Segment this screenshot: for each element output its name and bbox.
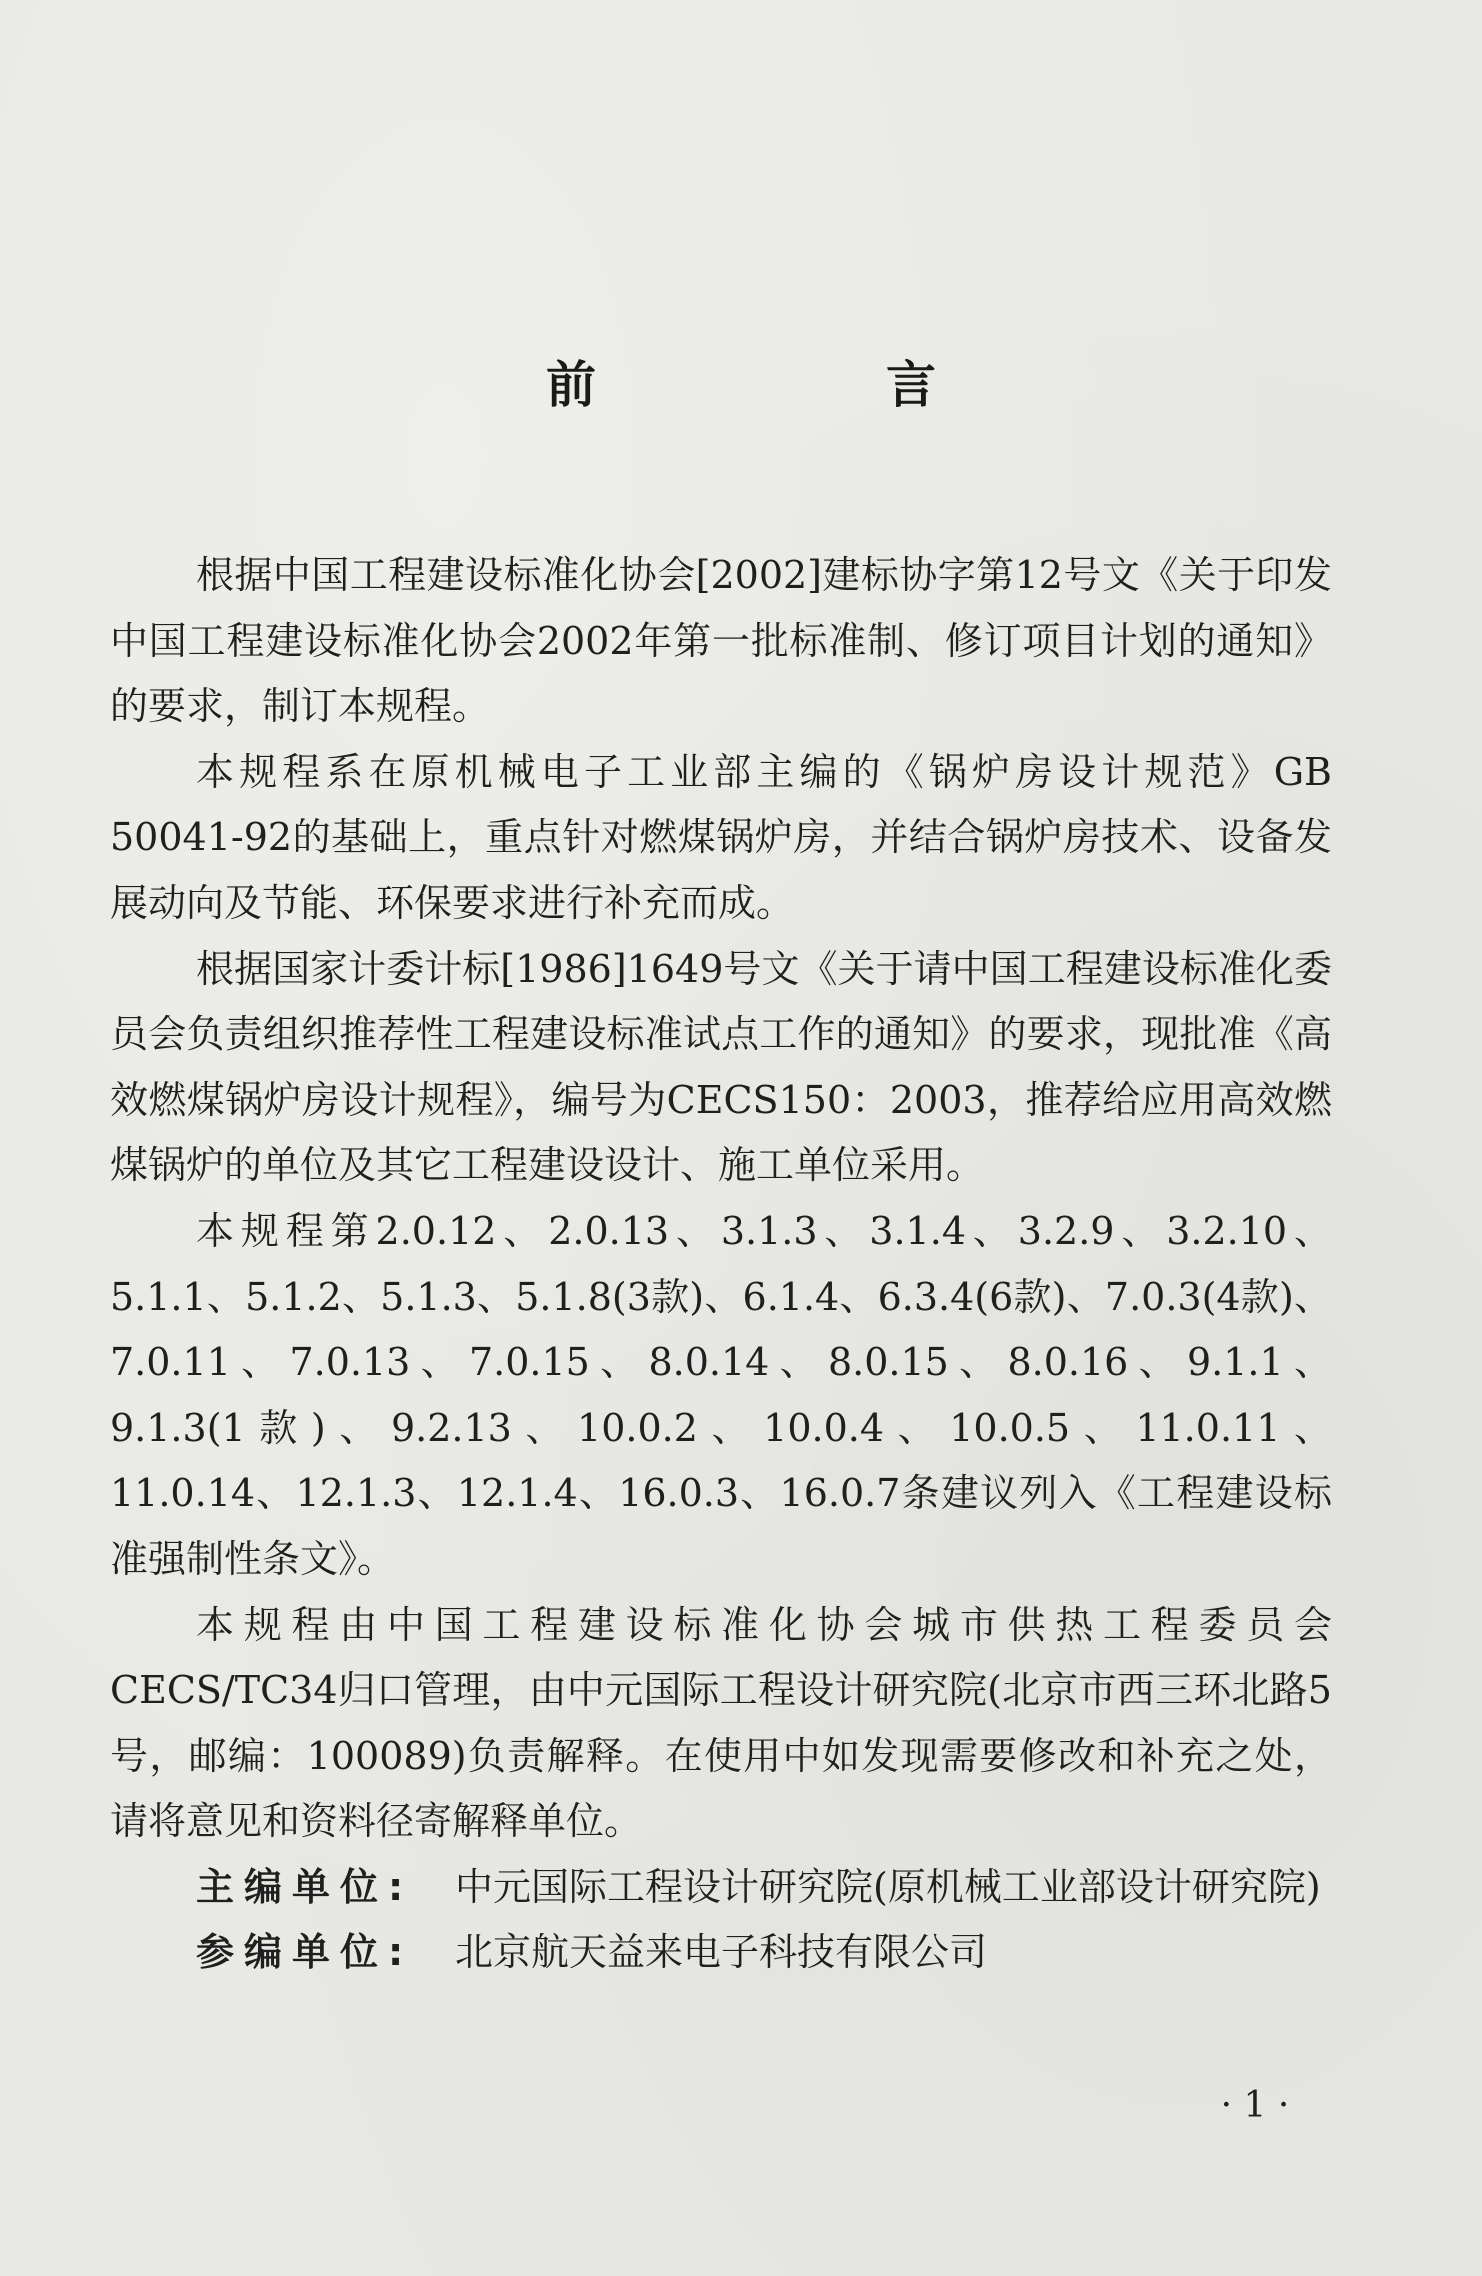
paragraph-basis: 根据中国工程建设标准化协会[2002]建标协字第12号文《关于印发中国工程建设标准化协会2002年第一批标准制、修订项目计划的通知》的要求，制订本规程。	[110, 553, 1332, 729]
page-title: 前 言	[546, 356, 1056, 414]
paragraph-mandatory-clauses: 本规程第2.0.12、2.0.13、3.1.3、3.1.4、3.2.9、3.2.10、5.1.1、5.1.2、5.1.3、5.1.8(3款)、6.1.4、6.3.4(6款)、7.0.3(4款)、7.0.11、7.0.13、7.0.15、8.0.14、8.0.15、8.0.16、9.1.1、9.1.3(1款)、9.2.13、10.0.2、10.0.4、10.0.5、11.0.11、11.0.14、12.1.3、12.1.4、16.0.3、16.0.7条建议列入《工程建设标准强制性条文》。	[110, 1208, 1332, 1581]
paragraph-approval: 根据国家计委计标[1986]1649号文《关于请中国工程建设标准化委员会负责组织推荐性工程建设标准试点工作的通知》的要求，现批准《高效燃煤锅炉房设计规程》，编号为CECS150：2003，推荐给应用高效燃煤锅炉的单位及其它工程建设设计、施工单位采用。	[110, 946, 1332, 1188]
paragraph-origin: 本规程系在原机械电子工业部主编的《锅炉房设计规范》GB 50041-92的基础上，重点针对燃煤锅炉房，并结合锅炉房技术、设备发展动向及节能、环保要求进行补充而成。	[110, 749, 1332, 925]
paragraph-management: 本规程由中国工程建设标准化协会城市供热工程委员会CECS/TC34归口管理，由中元国际工程设计研究院(北京市西三环北路5号，邮编：100089)负责解释。在使用中如发现需要修改和补充之处，请将意见和资料径寄解释单位。	[110, 1602, 1332, 1844]
chief-editor-row	[110, 1855, 1332, 1921]
participating-editor-value: 北京航天益来电子科技有限公司	[455, 1930, 988, 1975]
chief-editor-label: 主编单位:	[196, 1864, 414, 1909]
document-body	[110, 543, 1332, 1986]
chief-editor-value: 中元国际工程设计研究院(原机械工业部设计研究院)	[455, 1864, 1321, 1909]
participating-editor-row	[110, 1920, 1332, 1986]
page-number: · 1 ·	[1220, 2085, 1290, 2126]
participating-editor-label: 参编单位:	[196, 1930, 414, 1975]
